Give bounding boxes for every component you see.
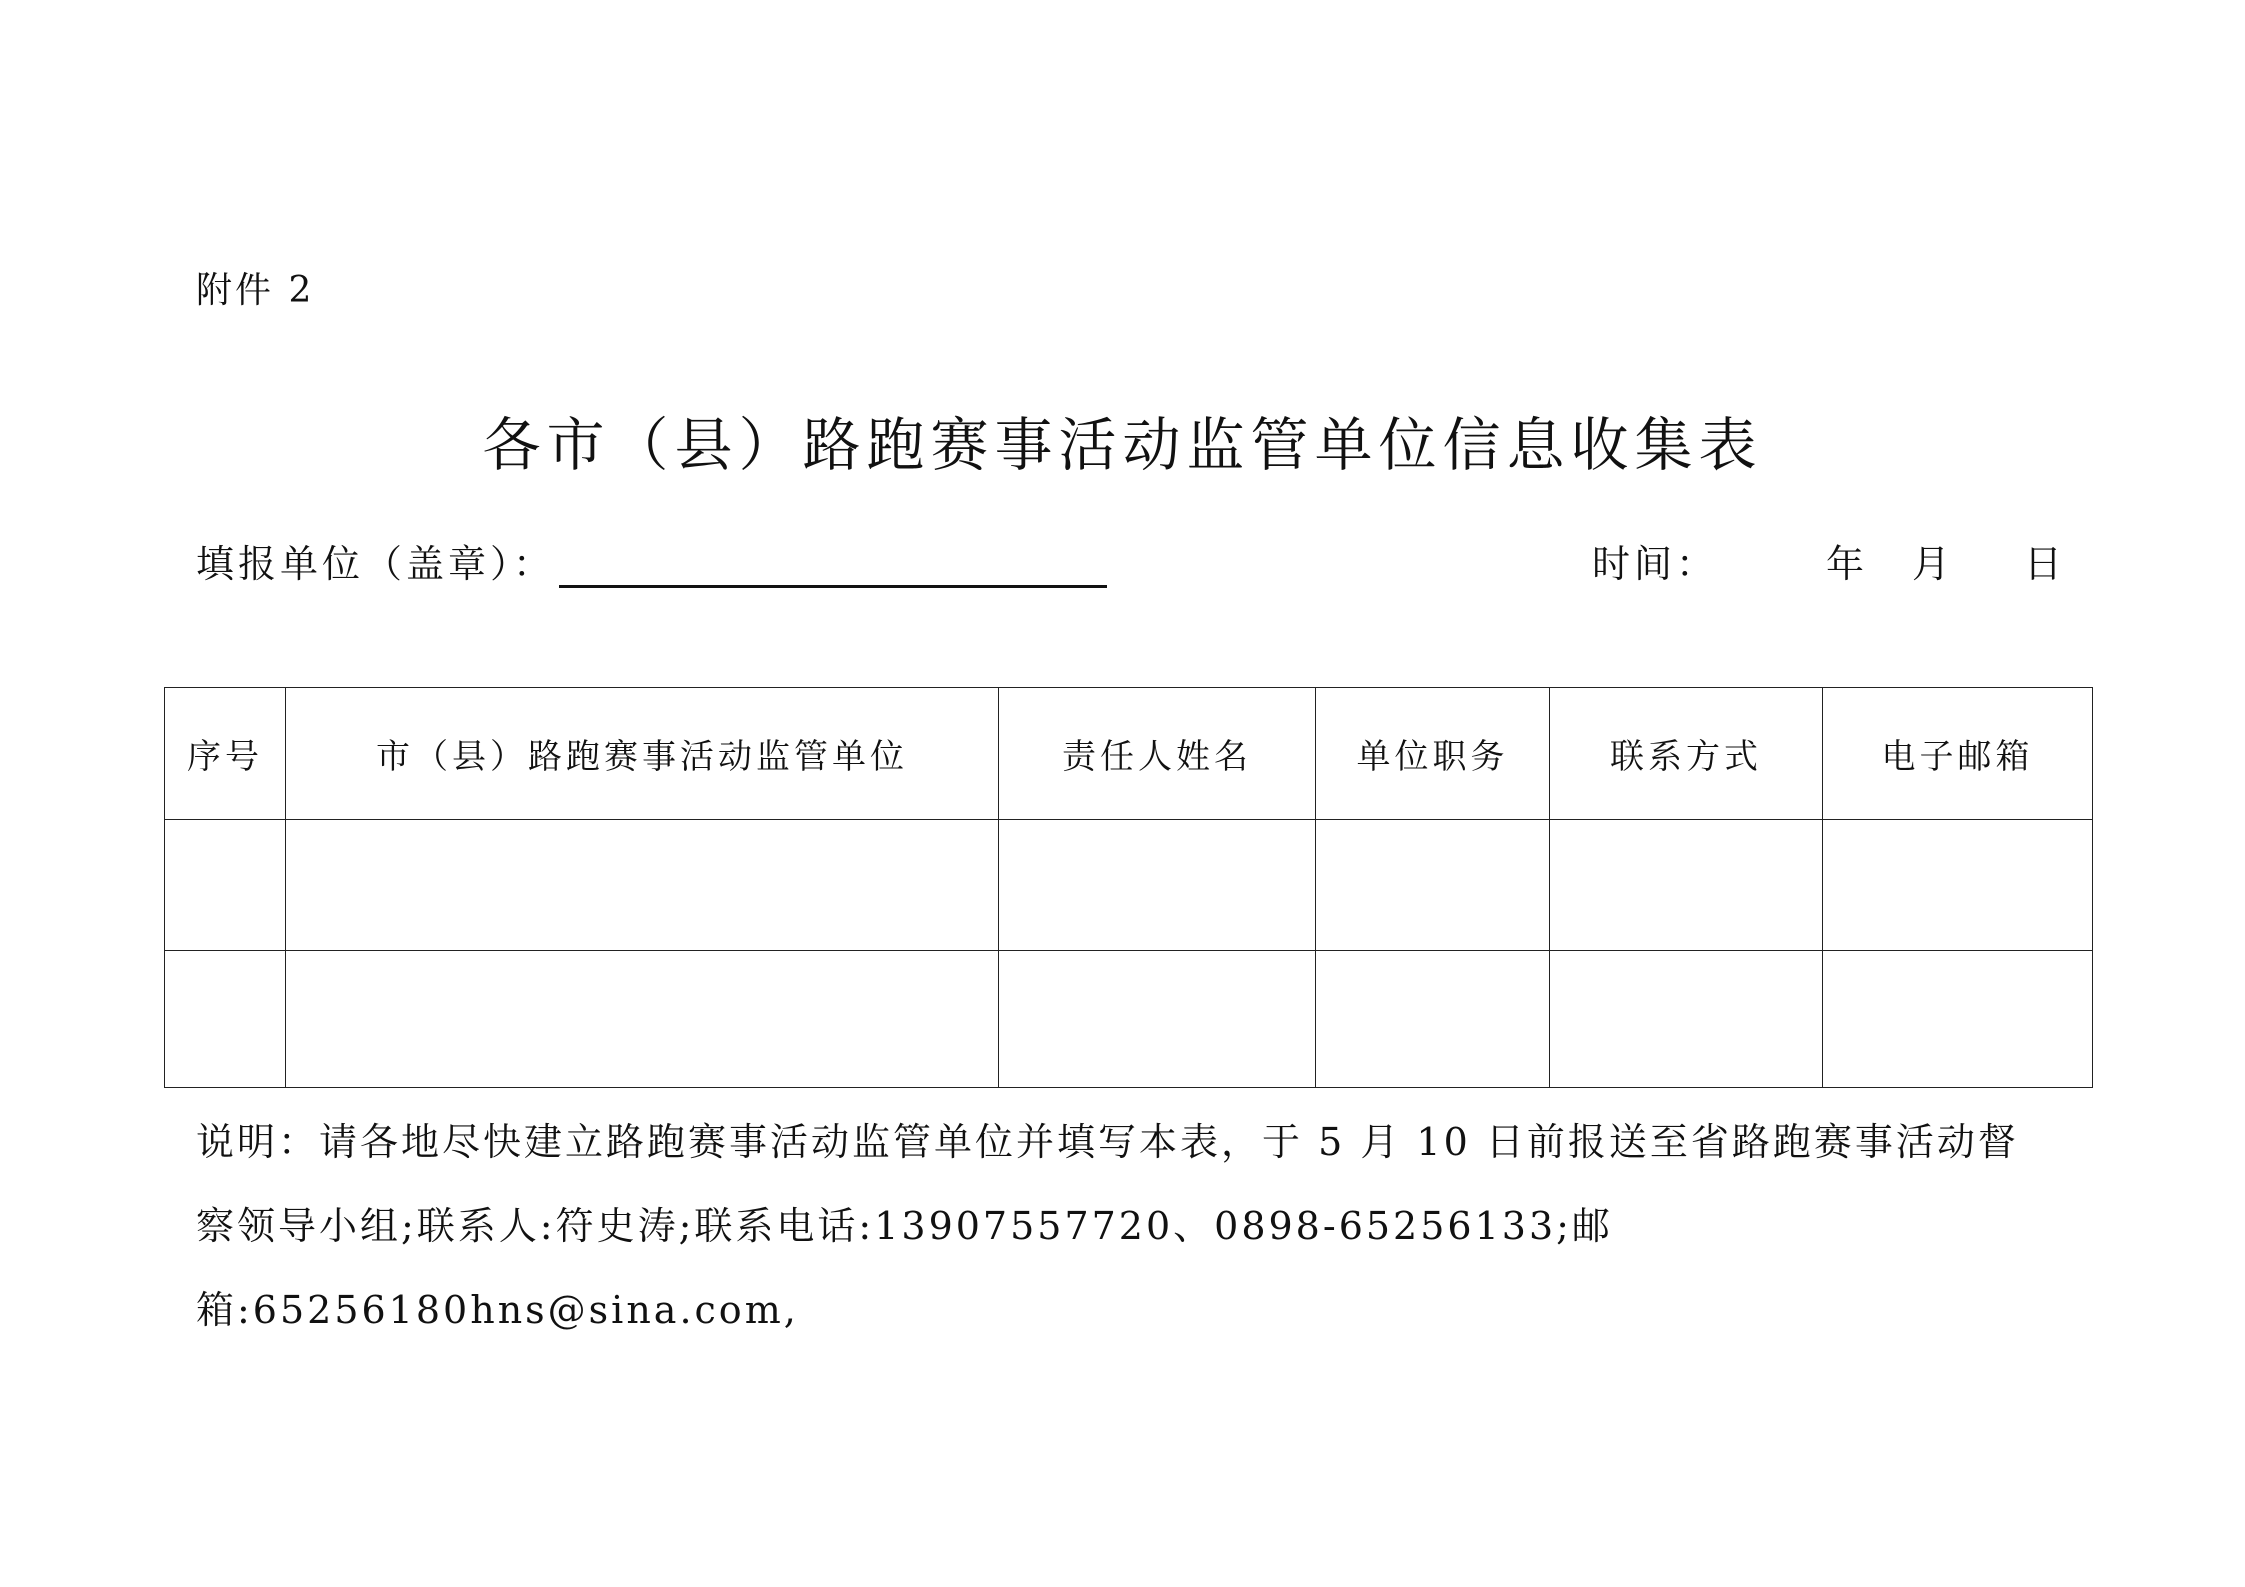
table-cell[interactable] bbox=[1550, 820, 1823, 951]
info-collection-table bbox=[164, 687, 2093, 1088]
table-cell[interactable] bbox=[165, 951, 286, 1088]
table-row bbox=[165, 820, 2093, 951]
table-cell[interactable] bbox=[286, 951, 999, 1088]
note-line-1: 说明：请各地尽快建立路跑赛事活动监管单位并填写本表，于 5 月 10 日前报送至省路跑赛事活动督 bbox=[196, 1120, 2019, 1164]
explanation-note bbox=[196, 1100, 2076, 1352]
table-header-row bbox=[165, 688, 2093, 820]
table-cell[interactable] bbox=[999, 820, 1316, 951]
reporting-unit-label: 填报单位（盖章）： bbox=[196, 542, 556, 586]
header-index: 序号 bbox=[165, 688, 286, 820]
table-cell[interactable] bbox=[165, 820, 286, 951]
day-label: 日 bbox=[2024, 542, 2067, 586]
table-cell[interactable] bbox=[999, 951, 1316, 1088]
table-cell[interactable] bbox=[1550, 951, 1823, 1088]
table-cell[interactable] bbox=[1823, 951, 2093, 1088]
table-cell[interactable] bbox=[286, 820, 999, 951]
table-cell[interactable] bbox=[1823, 820, 2093, 951]
reporting-unit-row bbox=[196, 533, 1107, 588]
time-label: 时间： bbox=[1592, 542, 1719, 586]
header-supervising-unit: 市（县）路跑赛事活动监管单位 bbox=[286, 688, 999, 820]
header-email: 电子邮箱 bbox=[1823, 688, 2093, 820]
page-title: 各市（县）路跑赛事活动监管单位信息收集表 bbox=[482, 411, 1763, 479]
table-row bbox=[165, 951, 2093, 1088]
note-line-2: 察领导小组;联系人:符史涛;联系电话:13907557720、0898-65256133;邮箱:65256180hns@sina.com, bbox=[196, 1204, 1613, 1332]
year-label: 年 bbox=[1826, 542, 1869, 586]
table-cell[interactable] bbox=[1316, 951, 1550, 1088]
header-responsible-person: 责任人姓名 bbox=[999, 688, 1316, 820]
reporting-unit-fill-line[interactable] bbox=[559, 545, 1107, 588]
header-contact: 联系方式 bbox=[1550, 688, 1823, 820]
month-label: 月 bbox=[1912, 542, 1955, 586]
header-position: 单位职务 bbox=[1316, 688, 1550, 820]
attachment-label: 附件 2 bbox=[196, 270, 315, 311]
table-cell[interactable] bbox=[1316, 820, 1550, 951]
